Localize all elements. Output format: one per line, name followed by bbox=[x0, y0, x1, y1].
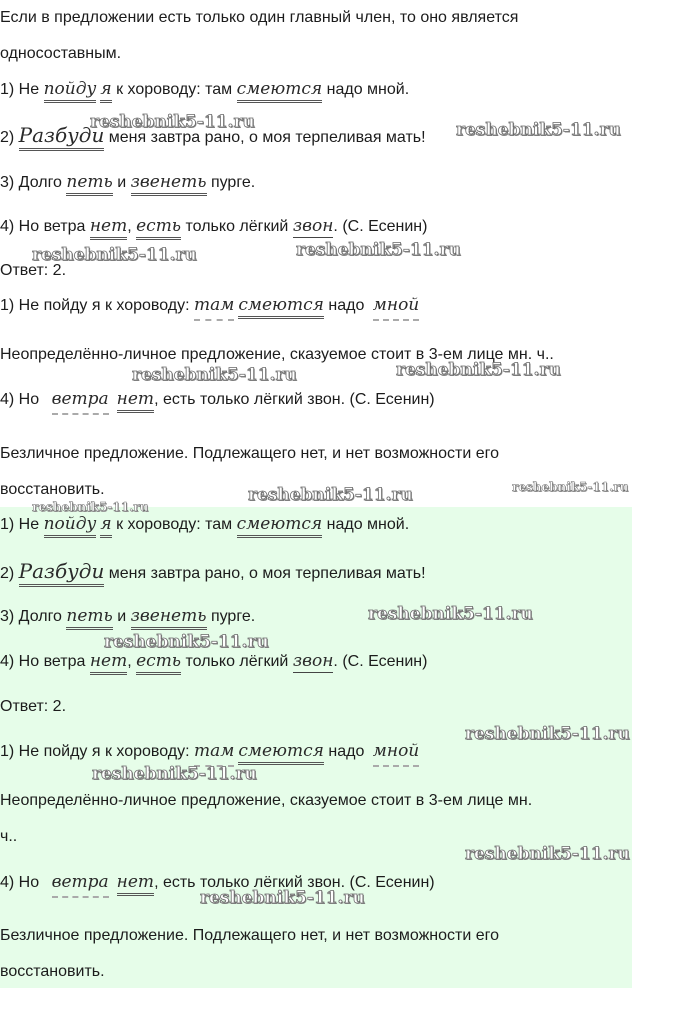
watermark: reshebnik5-11.ru bbox=[248, 485, 413, 505]
analysis-4-note-line-2: восстановить. bbox=[0, 481, 105, 498]
subject: звон bbox=[292, 216, 334, 236]
analysis-1-note: Неопределённо-личное предложение, сказуемое стоит в 3-ем лице мн. ч.. bbox=[0, 346, 554, 363]
watermark: reshebnik5-11.ru bbox=[92, 764, 257, 784]
watermark: reshebnik5-11.ru bbox=[90, 112, 255, 132]
predicate: нет bbox=[117, 872, 154, 896]
predicate: нет bbox=[117, 389, 154, 413]
watermark: reshebnik5-11.ru bbox=[296, 240, 461, 260]
analysis-1: 1) Не пойду я к хороводу: там смеются надо мной bbox=[0, 741, 419, 762]
answer-label: Ответ: 2. bbox=[0, 698, 67, 715]
sentence-4: 4) Но ветра нет, есть только лёгкий звон. (С. Есенин) bbox=[0, 216, 427, 237]
sentence-3: 3) Долго петь и звенеть пурге. bbox=[0, 606, 255, 627]
predicate: звенеть bbox=[131, 172, 207, 196]
subject: звон bbox=[292, 651, 334, 671]
analysis-1-note-line-2: ч.. bbox=[0, 828, 18, 845]
analysis-1: 1) Не пойду я к хороводу: там смеются надо мной bbox=[0, 295, 419, 316]
watermark: reshebnik5-11.ru bbox=[465, 724, 630, 744]
adverbial: мной bbox=[373, 741, 419, 767]
predicate: звенеть bbox=[131, 606, 207, 630]
watermark: reshebnik5-11.ru bbox=[368, 604, 533, 624]
predicate: смеются bbox=[238, 741, 324, 765]
intro-line-1: Если в предложении есть только один главный член, то оно является bbox=[0, 9, 519, 26]
watermark: reshebnik5-11.ru bbox=[132, 365, 297, 385]
watermark: reshebnik5-11.ru bbox=[200, 888, 365, 908]
subject: я bbox=[100, 79, 111, 103]
predicate: петь bbox=[66, 606, 112, 630]
watermark: reshebnik5-11.ru bbox=[396, 360, 561, 380]
sentence-1: 1) Не пойду я к хороводу: там смеются надо мной. bbox=[0, 79, 409, 100]
watermark: reshebnik5-11.ru bbox=[456, 120, 621, 140]
predicate: есть bbox=[136, 651, 181, 675]
predicate: пойду bbox=[44, 79, 97, 103]
analysis-1-note-line-1: Неопределённо-личное предложение, сказуемое стоит в 3-ем лице мн. bbox=[0, 792, 533, 809]
predicate: пойду bbox=[44, 514, 97, 538]
sentence-4: 4) Но ветра нет, есть только лёгкий звон. (С. Есенин) bbox=[0, 651, 427, 672]
complement: ветра bbox=[52, 389, 109, 415]
adverbial: там bbox=[194, 741, 234, 767]
watermark: reshebnik5-11.ru bbox=[32, 500, 149, 514]
predicate: есть bbox=[136, 216, 181, 240]
watermark: reshebnik5-11.ru bbox=[512, 480, 629, 494]
watermark: reshebnik5-11.ru bbox=[32, 245, 197, 265]
watermark: reshebnik5-11.ru bbox=[104, 632, 269, 652]
watermark: reshebnik5-11.ru bbox=[465, 844, 630, 864]
subject: я bbox=[100, 514, 111, 538]
predicate: Разбуди bbox=[19, 559, 105, 587]
analysis-4-note-line-2: восстановить. bbox=[0, 963, 105, 980]
predicate: нет bbox=[90, 651, 127, 675]
complement: ветра bbox=[52, 872, 109, 898]
sentence-3: 3) Долго петь и звенеть пурге. bbox=[0, 172, 255, 193]
predicate: смеются bbox=[237, 514, 323, 538]
answer-label: Ответ: 2. bbox=[0, 262, 67, 279]
predicate: смеются bbox=[238, 295, 324, 319]
sentence-2: 2) Разбуди меня завтра рано, о моя терпеливая мать! bbox=[0, 125, 426, 148]
predicate: смеются bbox=[237, 79, 323, 103]
adverbial: там bbox=[194, 295, 234, 321]
analysis-4: 4) Но ветра нет, есть только лёгкий звон. (С. Есенин) bbox=[0, 872, 435, 893]
predicate: нет bbox=[90, 216, 127, 240]
intro-line-2: односоставным. bbox=[0, 45, 122, 62]
analysis-4-note-line-1: Безличное предложение. Подлежащего нет, и нет возможности его bbox=[0, 445, 500, 462]
predicate: петь bbox=[66, 172, 112, 196]
analysis-4-note-line-1: Безличное предложение. Подлежащего нет, и нет возможности его bbox=[0, 927, 500, 944]
sentence-1: 1) Не пойду я к хороводу: там смеются надо мной. bbox=[0, 514, 409, 535]
adverbial: мной bbox=[373, 295, 419, 321]
analysis-4: 4) Но ветра нет, есть только лёгкий звон. (С. Есенин) bbox=[0, 389, 435, 410]
predicate: Разбуди bbox=[19, 123, 105, 151]
sentence-2: 2) Разбуди меня завтра рано, о моя терпеливая мать! bbox=[0, 561, 426, 584]
